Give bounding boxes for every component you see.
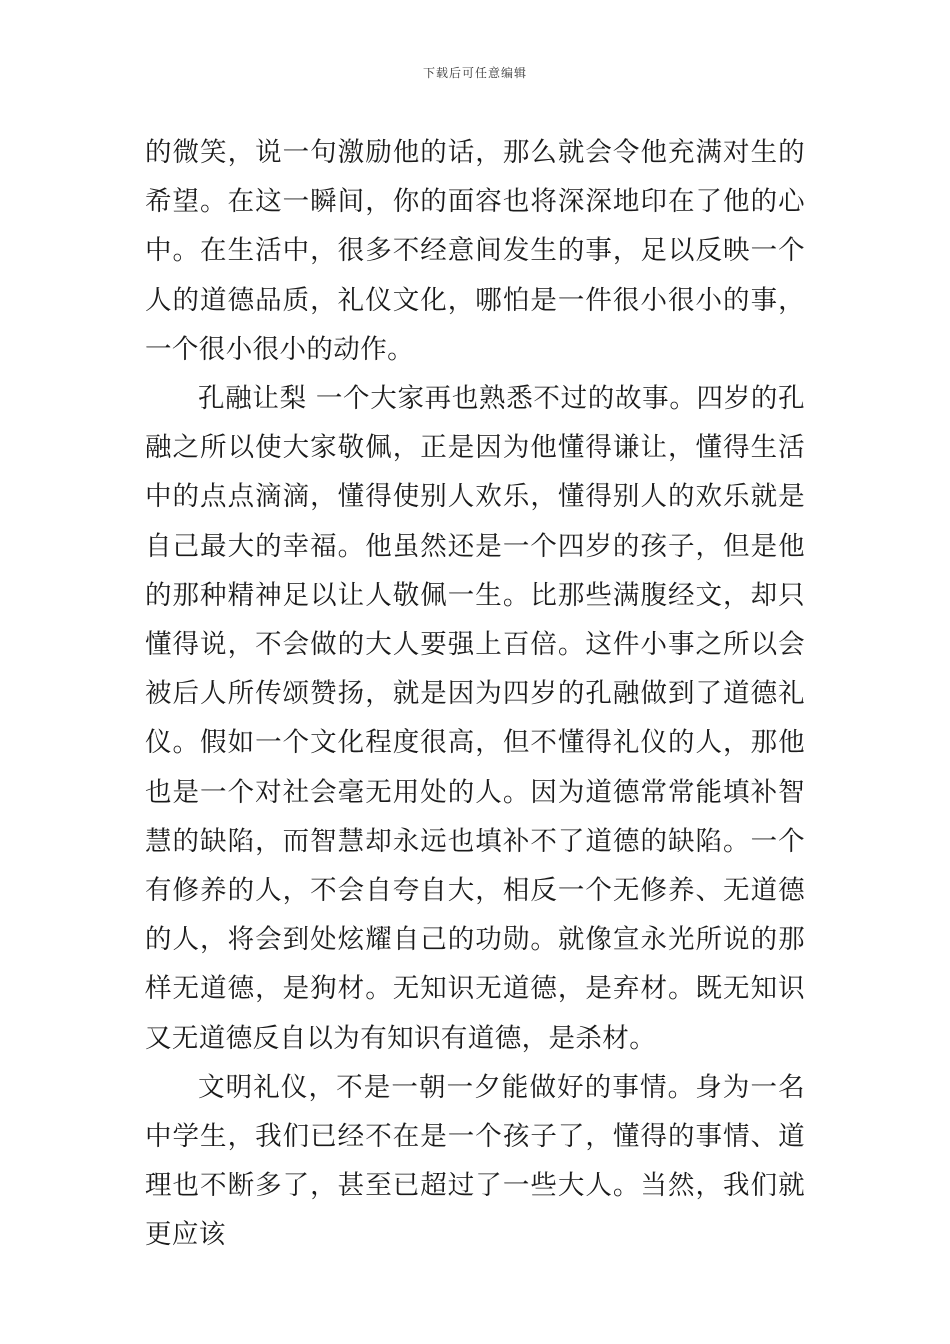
paragraph-3: 文明礼仪，不是一朝一夕能做好的事情。身为一名中学生，我们已经不在是一个孩子了，懂得的事情、道理也不断多了，甚至已超过了一些大人。当然，我们就更应该 <box>145 1071 805 1251</box>
paragraph-1: 的微笑，说一句激励他的话，那么就会令他充满对生的希望。在这一瞬间，你的面容也将深深地印在了他的心中。在生活中，很多不经意间发生的事，足以反映一个人的道德品质，礼仪文化，哪怕是一件很小很小的事，一个很小很小的动作。 <box>145 137 805 365</box>
paragraph-2: 孔融让梨 一个大家再也熟悉不过的故事。四岁的孔融之所以使大家敬佩，正是因为他懂得谦让，懂得生活中的点点滴滴，懂得使别人欢乐，懂得别人的欢乐就是自己最大的幸福。他虽然还是一个四岁的孩子，但是他的那种精神足以让人敬佩一生。比那些满腹经文，却只懂得说，不会做的大人要强上百倍。这件小事之所以会被后人所传颂赞扬，就是因为四岁的孔融做到了道德礼仪。假如一个文化程度很高，但不懂得礼仪的人，那他也是一个对社会毫无用处的人。因为道德常常能填补智慧的缺陷，而智慧却永远也填补不了道德的缺陷。一个有修养的人，不会自夸自大，相反一个无修养、无道德的人，将会到处炫耀自己的功勋。就像宣永光所说的那样无道德，是狗材。无知识无道德，是弃材。既无知识又无道德反自以为有知识有道德，是杀材。 <box>145 383 805 1054</box>
body-text <box>145 128 805 1260</box>
page-header: 下载后可任意编辑 <box>422 66 527 80</box>
